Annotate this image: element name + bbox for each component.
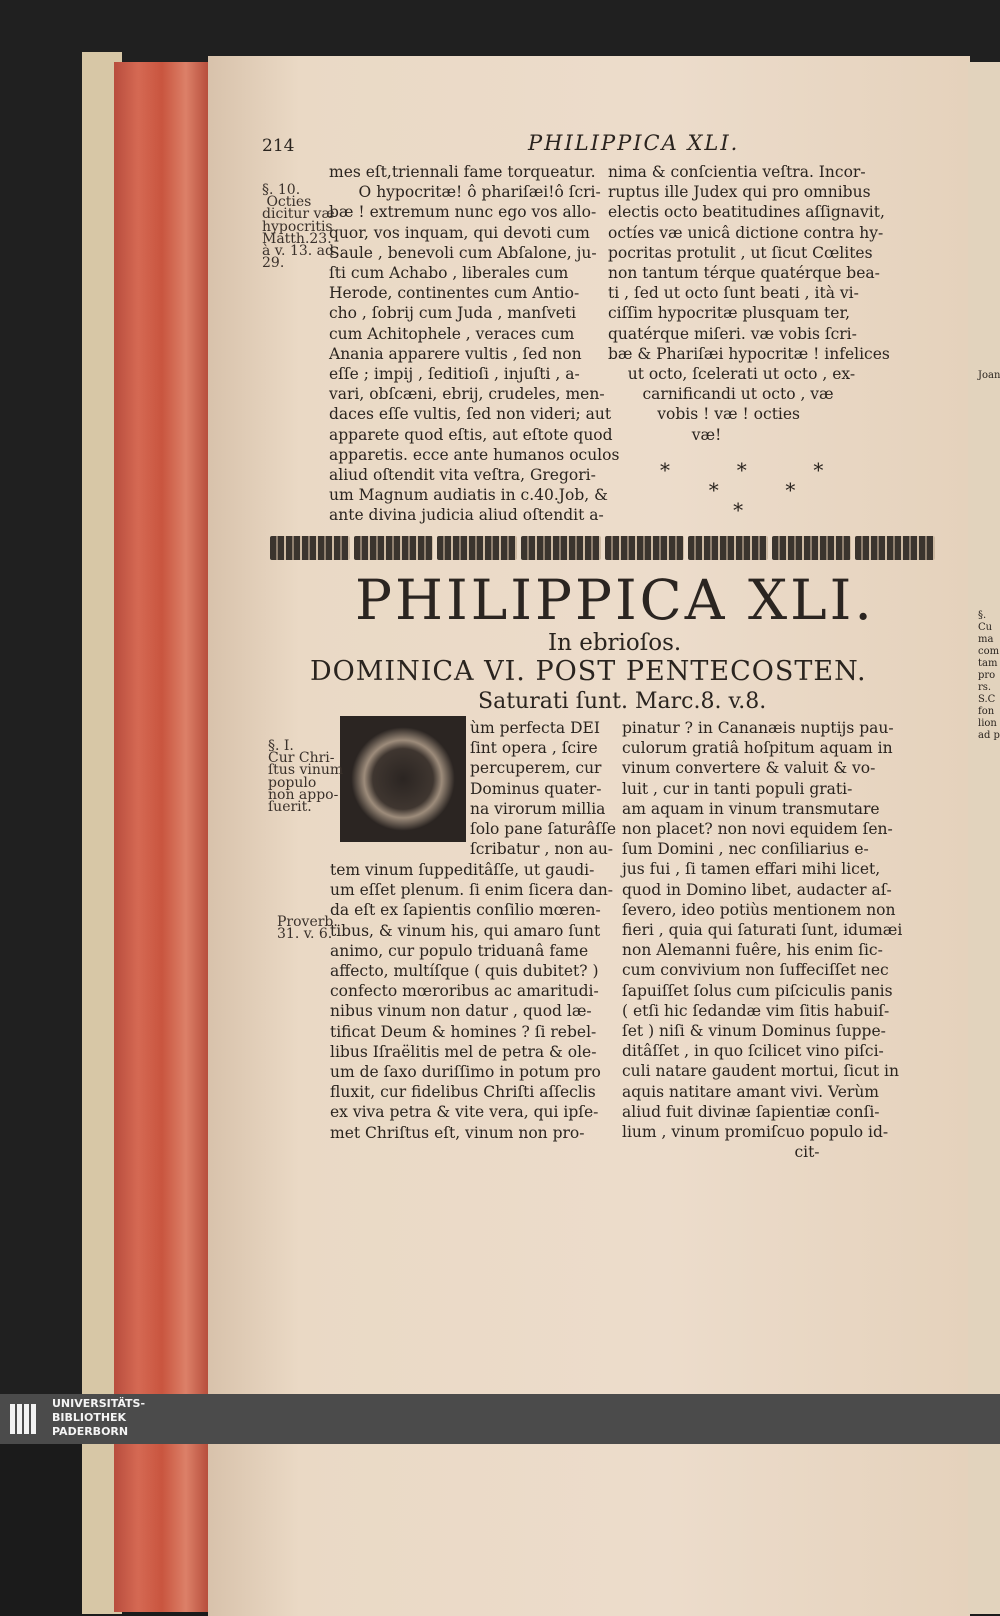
asterism: * * * * * *: [660, 458, 842, 523]
library-logo-icon: [10, 1404, 44, 1434]
running-head: PHILIPPICA XLI.: [528, 131, 740, 155]
decorated-initial: [340, 716, 466, 842]
next-page-edge: [968, 62, 1000, 1614]
ornament-piece: [855, 536, 935, 560]
ornamental-border: [270, 536, 935, 564]
ornament-piece: [688, 536, 768, 560]
ornament-piece: [605, 536, 685, 560]
top-right-column: nima & conſcientia veſtra. Incor- ruptus ille Judex qui pro omnibus electis octo beatitudines aſſignavit, octíes væ unicâ dictione contra hy- pocritas protulit , ut ſicut Cœlites non tantum térque quatérque bea- ti , ſed ut octo ſunt beati , ità vi- ciſſim hypocritæ plusquam ter, quatérque miſeri. væ vobis ſcri- bæ & Phariſæi hypocritæ ! infelices ut octo, ſcelerati ut octo , ex- carnificandi ut octo , væ vobis ! væ ! octies væ!: [608, 163, 890, 444]
dominica-heading: DOMINICA VI. POST PENTECOSTEN.: [310, 656, 867, 687]
margin-note-proverb: Proverb. 31. v. 6.: [277, 914, 338, 943]
scripture-citation: Saturati ſunt. Marc.8. v.8.: [478, 689, 767, 714]
ornament-piece: [270, 536, 350, 560]
page-number: 214: [262, 136, 295, 156]
ornament-piece: [772, 536, 852, 560]
margin-note-section: §. I. Cur Chri- ſtus vinum populo non appo- ſuerit.: [268, 738, 344, 816]
red-page-edge: [114, 62, 210, 1612]
adjacent-page-margin: Joan §. Cu ma com tam pro rs. S.C fon lion ad p: [978, 370, 1000, 741]
sermon-title: PHILIPPICA XLI.: [355, 568, 875, 632]
ornament-piece: [354, 536, 434, 560]
main-left-column-top: ùm perfecta DEI ſint opera , ſcire percuperem, cur Dominus quater- na virorum millia ſolo pane ſaturâſſe ſcribatur , non au-: [470, 719, 617, 859]
margin-note-top: §. 10. Octies dicitur væ hypocritis Matth.23. à v. 13. ad 29.: [262, 182, 335, 272]
main-right-column: pinatur ? in Cananæis nuptijs pau- culorum gratiâ hoſpitum aquam in vinum convertere & valuit & vo- luit , cur in tanti populi grati- am aquam in vinum transmutare non placet? non novi equidem ſen- ſum Domini , nec conſiliarius e- jus fui , ſi tamen effari mihi licet, quod in Domino libet, audacter aſ- ſevero, ideo potiùs mentionem non fieri , quia qui ſaturati ſunt, idumæi non Alemanni fuêre, his enim ſic- cum convivium non ſuffeciſſet nec ſapuiſſet ſolus cum piſciculis panis ( etſi hic ſedandæ vim ſitis habuiſ- ſet ) niſi & vinum Dominus ſuppe- ditâſſet , in quo ſcilicet vino piſci- culi natare gaudent mortui, ſicut in aquis natitare amant vivi. Verùm aliud fuit divinæ ſapientiæ conſi- lium , vinum promiſcuo populo id- cit-: [622, 719, 903, 1162]
ornament-piece: [437, 536, 517, 560]
sermon-subtitle: In ebrioſos.: [548, 630, 682, 656]
main-left-column: tem vinum ſuppeditâſſe, ut gaudi- um eſſet plenum. ſi enim ſicera dan- da eſt ex ſapientis conſilio mœren- tibus, & vinum his, qui amaro ſunt animo, cur populo triduanâ fame affecto, multíſque ( quis dubitet? ) confecto mœroribus ac amaritudi- nibus vinum non datur , quod læ- tificat Deum & homines ? ſi rebel- libus Iſraëlitis mel de petra & ole- um de ſaxo duriſſimo in potum pro fluxit, cur fidelibus Chriſti aſſeclis ex viva petra & vite vera, qui ipſe- met Chriſtus eſt, vinum non pro-: [330, 861, 614, 1142]
top-left-column: mes eſt,triennali fame torqueatur. O hypocritæ! ô phariſæi!ô ſcri- bæ ! extremum nunc ego vos allo- quor, vos inquam, qui devoti cum Saule , benevoli cum Abſalone, ju- ſti cum Achabo , liberales cum Herode, continentes cum Antio- cho , ſobrij cum Juda , manſveti cum Achitophele , veraces cum Anania apparere vultis , ſed non eſſe ; impij , ſeditioſi , injuſti , a- vari, obſcæni, ebrij, crudeles, men- daces eſſe vultis, ſed non videri; aut apparete quod eſtis, aut eſtote quod apparetis. ecce ante humanos oculos aliud oſtendit vita veſtra, Gregori- um Magnum audiatis in c.40.Job, & ante divina judicia aliud oſtendit a-: [329, 163, 620, 525]
ornament-piece: [521, 536, 601, 560]
library-name: UNIVERSITÄTS- BIBLIOTHEK PADERBORN: [52, 1397, 146, 1438]
library-footer: [0, 1394, 1000, 1444]
